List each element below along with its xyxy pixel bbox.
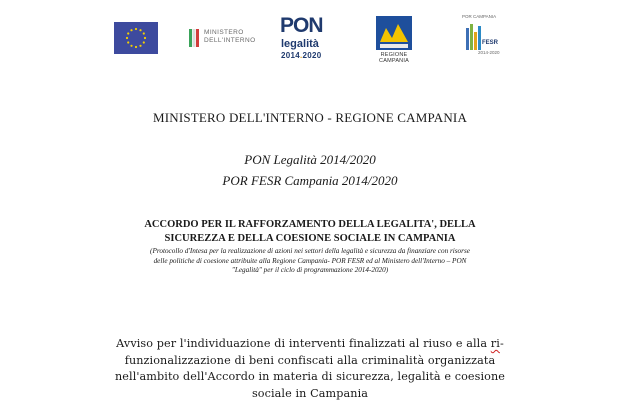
eu-star — [143, 41, 145, 43]
eu-star — [143, 32, 145, 34]
protocollo-line3: "Legalità" per il ciclo di programmazione 2014-2020) — [231, 266, 389, 274]
eu-star — [126, 37, 128, 39]
pon-word: PON — [280, 14, 323, 37]
italian-emblem-icon — [188, 28, 200, 48]
regione-campania-logo — [368, 16, 420, 62]
avviso-title — [90, 336, 530, 402]
por-top-text: POR CAMPANIA — [462, 14, 497, 19]
ministero-line2: DELL'INTERNO — [204, 37, 256, 44]
avviso-line2: funzionalizzazione di beni confiscati alla criminalità organizzata — [124, 353, 496, 367]
eu-star — [139, 45, 141, 47]
eu-star — [130, 29, 132, 31]
avviso-line3: nell'ambito dell'Accordo in materia di sicurezza, legalità e coesione — [114, 370, 506, 383]
por-years: 2014-2020 — [478, 50, 500, 55]
por-bars-icon — [464, 22, 490, 52]
avviso-line1: Avviso per l'individuazione di interventi finalizzati al riuso e alla ri- — [116, 337, 504, 350]
programme-por: POR FESR Campania 2014/2020 — [222, 173, 398, 188]
regione-label: REGIONE CAMPANIA — [379, 52, 409, 64]
eu-flag-icon — [114, 22, 158, 54]
eu-star — [130, 45, 132, 47]
pon-legalita-text: legalità — [281, 38, 319, 50]
eu-star — [127, 32, 129, 34]
ministero-logo — [188, 26, 266, 52]
logo-strip — [0, 14, 620, 64]
eu-star — [139, 29, 141, 31]
protocollo-line1: (Protocollo d'Intesa per la realizzazione di azioni nei settori della legalità e sicurezza da finanziare con risorse — [150, 247, 470, 255]
pon-years: 2014.2020 — [281, 51, 322, 60]
spellcheck-word: ri — [490, 337, 500, 350]
accordo-line1: ACCORDO PER IL RAFFORZAMENTO DELLA LEGALITA', DELLA — [144, 219, 476, 230]
por-campania-logo — [462, 14, 502, 62]
ministero-line1: MINISTERO — [204, 29, 244, 36]
eu-star — [135, 28, 137, 30]
protocollo-line2: delle politiche di coesione attribuite alla Regione Campania- POR FESR ed al Ministero dell'Interno – PON — [153, 256, 467, 265]
por-fesr-text: FESR — [482, 40, 499, 46]
avviso-line4: sociale in Campania — [251, 386, 369, 400]
eu-star — [127, 41, 129, 43]
eu-star — [135, 46, 137, 48]
regione-shield-icon — [376, 16, 412, 50]
page-title: MINISTERO DELL'INTERNO - REGIONE CAMPANIA — [152, 110, 468, 125]
programme-pon: PON Legalità 2014/2020 — [244, 152, 376, 167]
eu-star — [144, 37, 146, 39]
accordo-line2: SICUREZZA E DELLA COESIONE SOCIALE IN CAMPANIA — [164, 233, 456, 244]
accordo-title — [70, 218, 550, 246]
protocollo-note — [92, 247, 528, 276]
pon-legalita-logo — [278, 14, 340, 62]
